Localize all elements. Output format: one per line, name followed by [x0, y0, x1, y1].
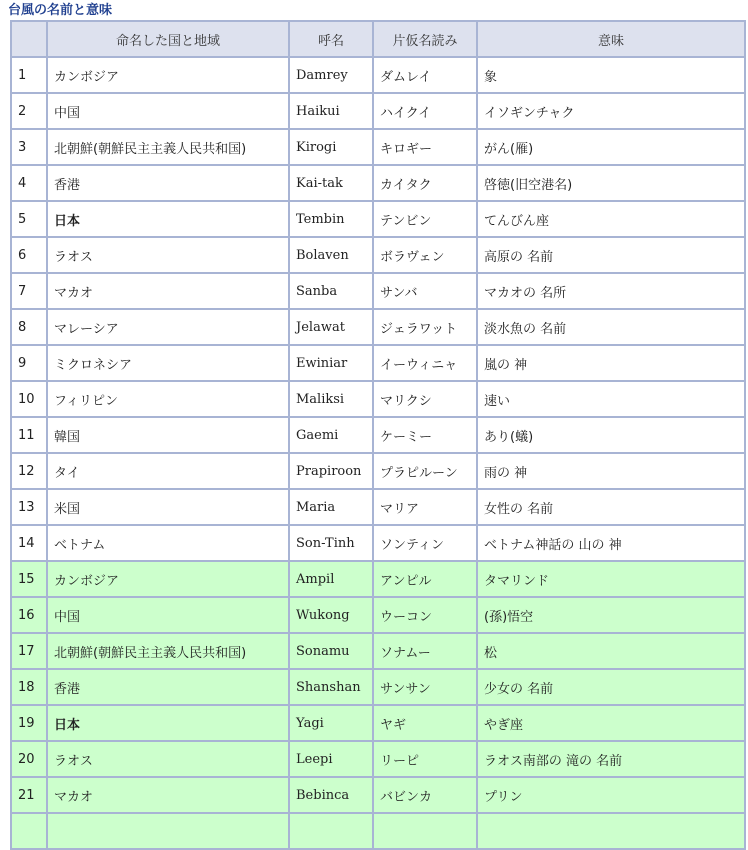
cell-no: 4	[12, 166, 46, 200]
cell-meaning: マカオの 名所	[478, 274, 744, 308]
cell-kana: アンピル	[374, 562, 476, 596]
cell-no: 7	[12, 274, 46, 308]
table-row	[12, 598, 744, 632]
cell-kana: プラピルーン	[374, 454, 476, 488]
cell-meaning: 象	[478, 58, 744, 92]
table-row	[12, 562, 744, 596]
cell-kana: サンサン	[374, 670, 476, 704]
cell-kana: カイタク	[374, 166, 476, 200]
cell-no	[12, 814, 46, 848]
cell-no: 6	[12, 238, 46, 272]
cell-meaning: 速い	[478, 382, 744, 416]
table-row	[12, 634, 744, 668]
cell-meaning: 雨の 神	[478, 454, 744, 488]
table-row	[12, 526, 744, 560]
cell-meaning: てんびん座	[478, 202, 744, 236]
cell-name: Bolaven	[290, 238, 372, 272]
cell-meaning: 少女の 名前	[478, 670, 744, 704]
typhoon-names-table	[10, 20, 746, 850]
cell-name: Shanshan	[290, 670, 372, 704]
table-row	[12, 202, 744, 236]
cell-name: Maria	[290, 490, 372, 524]
cell-kana: ケーミー	[374, 418, 476, 452]
cell-meaning: イソギンチャク	[478, 94, 744, 128]
cell-name: Kirogi	[290, 130, 372, 164]
cell-name: Prapiroon	[290, 454, 372, 488]
cell-meaning: タマリンド	[478, 562, 744, 596]
cell-country: カンボジア	[48, 58, 288, 92]
cell-no: 12	[12, 454, 46, 488]
cell-name: Tembin	[290, 202, 372, 236]
cell-name: Wukong	[290, 598, 372, 632]
cell-meaning: ラオス南部の 滝の 名前	[478, 742, 744, 776]
cell-meaning: 啓徳(旧空港名)	[478, 166, 744, 200]
table-row	[12, 130, 744, 164]
cell-country: 米国	[48, 490, 288, 524]
cell-no: 16	[12, 598, 46, 632]
cell-kana: リーピ	[374, 742, 476, 776]
cell-meaning: 淡水魚の 名前	[478, 310, 744, 344]
cell-country: 日本	[48, 706, 288, 740]
cell-no: 15	[12, 562, 46, 596]
cell-name: Bebinca	[290, 778, 372, 812]
cell-name: Kai-tak	[290, 166, 372, 200]
cell-meaning: やぎ座	[478, 706, 744, 740]
cell-no: 5	[12, 202, 46, 236]
cell-name: Ampil	[290, 562, 372, 596]
cell-name: Maliksi	[290, 382, 372, 416]
cell-country: 中国	[48, 598, 288, 632]
cell-country	[48, 814, 288, 848]
cell-kana: ヤギ	[374, 706, 476, 740]
table-row	[12, 706, 744, 740]
cell-kana: ソナムー	[374, 634, 476, 668]
cell-country: 中国	[48, 94, 288, 128]
cell-meaning: 女性の 名前	[478, 490, 744, 524]
cell-name: Sonamu	[290, 634, 372, 668]
cell-no: 18	[12, 670, 46, 704]
cell-meaning: 嵐の 神	[478, 346, 744, 380]
table-row	[12, 454, 744, 488]
cell-no: 9	[12, 346, 46, 380]
header-row	[12, 22, 744, 56]
cell-name: Ewiniar	[290, 346, 372, 380]
cell-no: 20	[12, 742, 46, 776]
cell-name: Sanba	[290, 274, 372, 308]
cell-name: Yagi	[290, 706, 372, 740]
cell-no: 1	[12, 58, 46, 92]
cell-name: Leepi	[290, 742, 372, 776]
cell-meaning: (孫)悟空	[478, 598, 744, 632]
cell-country: ベトナム	[48, 526, 288, 560]
cell-country: マカオ	[48, 778, 288, 812]
cell-meaning	[478, 814, 744, 848]
table-row	[12, 94, 744, 128]
table-row	[12, 418, 744, 452]
cell-name: Son-Tinh	[290, 526, 372, 560]
cell-country: 北朝鮮(朝鮮民主主義人民共和国)	[48, 130, 288, 164]
cell-meaning: がん(雁)	[478, 130, 744, 164]
cell-country: フィリピン	[48, 382, 288, 416]
cell-no: 3	[12, 130, 46, 164]
table-row	[12, 490, 744, 524]
cell-meaning: あり(蟻)	[478, 418, 744, 452]
cell-no: 17	[12, 634, 46, 668]
cell-no: 8	[12, 310, 46, 344]
cell-country: マレーシア	[48, 310, 288, 344]
cell-country: 北朝鮮(朝鮮民主主義人民共和国)	[48, 634, 288, 668]
table-row	[12, 742, 744, 776]
cell-no: 2	[12, 94, 46, 128]
cell-no: 19	[12, 706, 46, 740]
cell-meaning: ベトナム神話の 山の 神	[478, 526, 744, 560]
cell-kana: ジェラワット	[374, 310, 476, 344]
cell-kana: ウーコン	[374, 598, 476, 632]
header-no	[12, 22, 46, 56]
table-row	[12, 58, 744, 92]
cell-kana: ボラヴェン	[374, 238, 476, 272]
cell-no: 21	[12, 778, 46, 812]
cell-no: 14	[12, 526, 46, 560]
cell-country: ラオス	[48, 742, 288, 776]
cell-meaning: 松	[478, 634, 744, 668]
table-row	[12, 238, 744, 272]
cell-kana: ダムレイ	[374, 58, 476, 92]
table-caption: 台風の名前と意味	[8, 3, 113, 18]
cell-kana: イーウィニャ	[374, 346, 476, 380]
cell-name: Damrey	[290, 58, 372, 92]
table-row	[12, 166, 744, 200]
cell-country: マカオ	[48, 274, 288, 308]
cell-kana: バビンカ	[374, 778, 476, 812]
header-name: 呼名	[290, 22, 372, 56]
cell-name	[290, 814, 372, 848]
cell-kana: ハイクイ	[374, 94, 476, 128]
cell-country: タイ	[48, 454, 288, 488]
cell-name: Haikui	[290, 94, 372, 128]
table-row	[12, 814, 744, 848]
cell-kana: マリクシ	[374, 382, 476, 416]
cell-kana: キロギー	[374, 130, 476, 164]
cell-name: Gaemi	[290, 418, 372, 452]
cell-kana	[374, 814, 476, 848]
cell-kana: マリア	[374, 490, 476, 524]
table-row	[12, 382, 744, 416]
cell-kana: テンビン	[374, 202, 476, 236]
cell-name: Jelawat	[290, 310, 372, 344]
cell-country: 香港	[48, 166, 288, 200]
cell-country: ミクロネシア	[48, 346, 288, 380]
cell-country: 日本	[48, 202, 288, 236]
cell-kana: サンバ	[374, 274, 476, 308]
table-row	[12, 670, 744, 704]
cell-meaning: プリン	[478, 778, 744, 812]
cell-no: 11	[12, 418, 46, 452]
table-row	[12, 310, 744, 344]
cell-country: 香港	[48, 670, 288, 704]
header-kana: 片仮名読み	[374, 22, 476, 56]
cell-country: カンボジア	[48, 562, 288, 596]
table-row	[12, 274, 744, 308]
table-row	[12, 778, 744, 812]
cell-country: 韓国	[48, 418, 288, 452]
header-country: 命名した国と地域	[48, 22, 288, 56]
cell-no: 13	[12, 490, 46, 524]
cell-no: 10	[12, 382, 46, 416]
header-meaning: 意味	[478, 22, 744, 56]
table-row	[12, 346, 744, 380]
cell-country: ラオス	[48, 238, 288, 272]
cell-kana: ソンティン	[374, 526, 476, 560]
cell-meaning: 高原の 名前	[478, 238, 744, 272]
